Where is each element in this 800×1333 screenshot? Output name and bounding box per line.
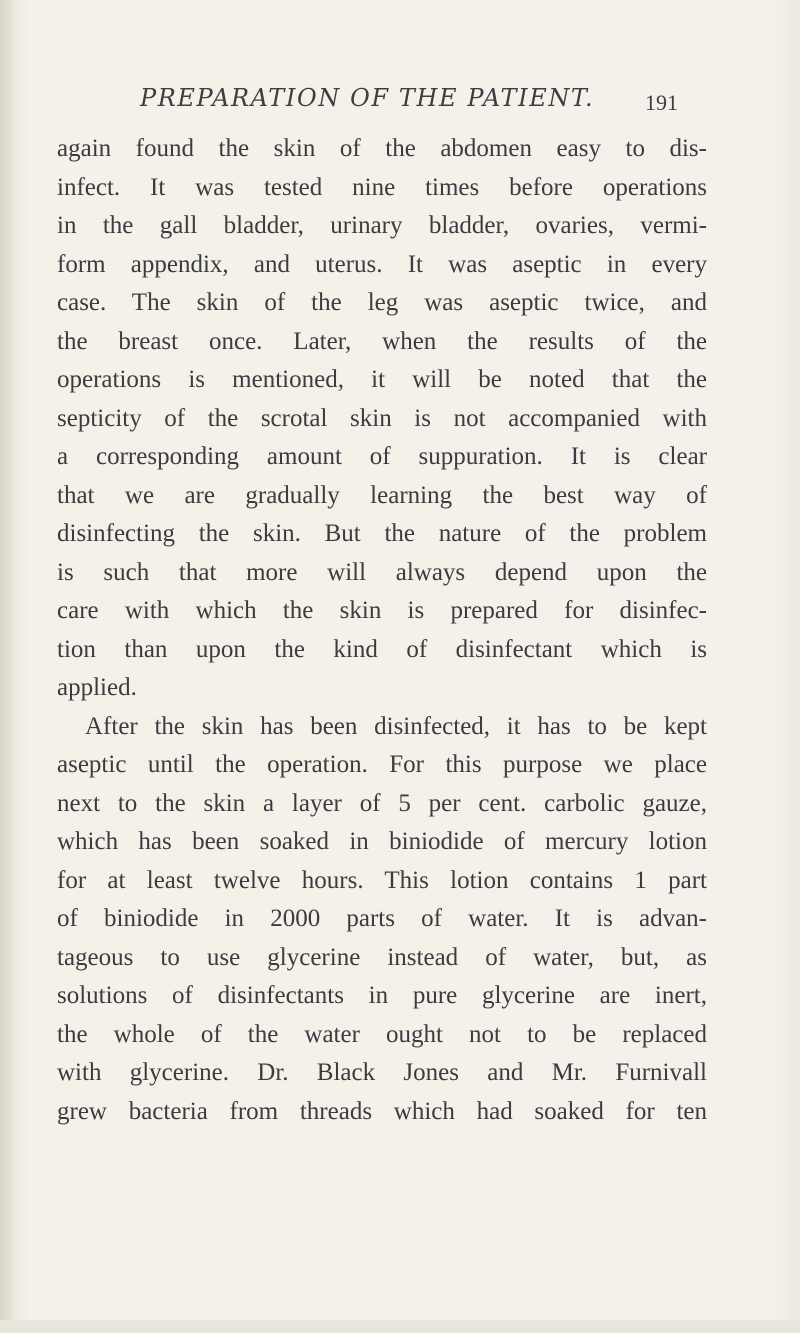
- text-line: disinfecting the skin. But the nature of the problem: [57, 520, 707, 547]
- text-line: infect. It was tested nine times before operations: [57, 173, 707, 201]
- body-text: [57, 130, 707, 1131]
- text-line: care with which the skin is prepared for disinfec-: [57, 597, 707, 624]
- text-line: form appendix, and uterus. It was aseptic in every: [57, 250, 707, 278]
- paragraph-1: [57, 130, 707, 708]
- text-line: again found the skin of the abdomen easy to dis-: [57, 135, 707, 162]
- text-line: next to the skin a layer of 5 per cent. carbolic gauze,: [57, 789, 707, 817]
- text-line: grew bacteria from threads which had soaked for ten: [57, 1097, 707, 1125]
- page-header: [140, 84, 700, 124]
- text-line: septicity of the scrotal skin is not accompanied with: [57, 404, 707, 432]
- text-line: that we are gradually learning the best way of: [57, 481, 707, 509]
- text-line: is such that more will always depend upon the: [57, 558, 707, 586]
- text-line: aseptic until the operation. For this purpose we place: [57, 751, 707, 778]
- text-line: After the skin has been disinfected, it has to be kept: [85, 712, 707, 740]
- text-line: operations is mentioned, it will be noted that the: [57, 366, 707, 393]
- text-line: the breast once. Later, when the results of the: [57, 327, 707, 355]
- running-head: PREPARATION OF THE PATIENT.: [140, 84, 595, 112]
- text-line: the whole of the water ought not to be replaced: [57, 1020, 707, 1048]
- text-line: a corresponding amount of suppuration. It is clear: [57, 443, 707, 470]
- text-line: in the gall bladder, urinary bladder, ovaries, vermi-: [57, 212, 707, 239]
- text-line: of biniodide in 2000 parts of water. It is advan-: [57, 905, 707, 932]
- text-line: case. The skin of the leg was aseptic twice, and: [57, 289, 707, 316]
- page-gutter-shadow: [0, 0, 16, 1333]
- text-line: tion than upon the kind of disinfectant which is: [57, 635, 707, 663]
- page-number: 191: [645, 90, 678, 115]
- paragraph-2: [57, 708, 707, 1132]
- text-line: solutions of disinfectants in pure glycerine are inert,: [57, 982, 707, 1009]
- text-line: which has been soaked in biniodide of mercury lotion: [57, 828, 707, 855]
- text-line: with glycerine. Dr. Black Jones and Mr. Furnivall: [57, 1059, 707, 1086]
- text-line: tageous to use glycerine instead of water, but, as: [57, 943, 707, 971]
- page-bottom-edge: [0, 1320, 800, 1333]
- text-line: applied.: [57, 674, 137, 701]
- text-line: for at least twelve hours. This lotion contains 1 part: [57, 866, 707, 894]
